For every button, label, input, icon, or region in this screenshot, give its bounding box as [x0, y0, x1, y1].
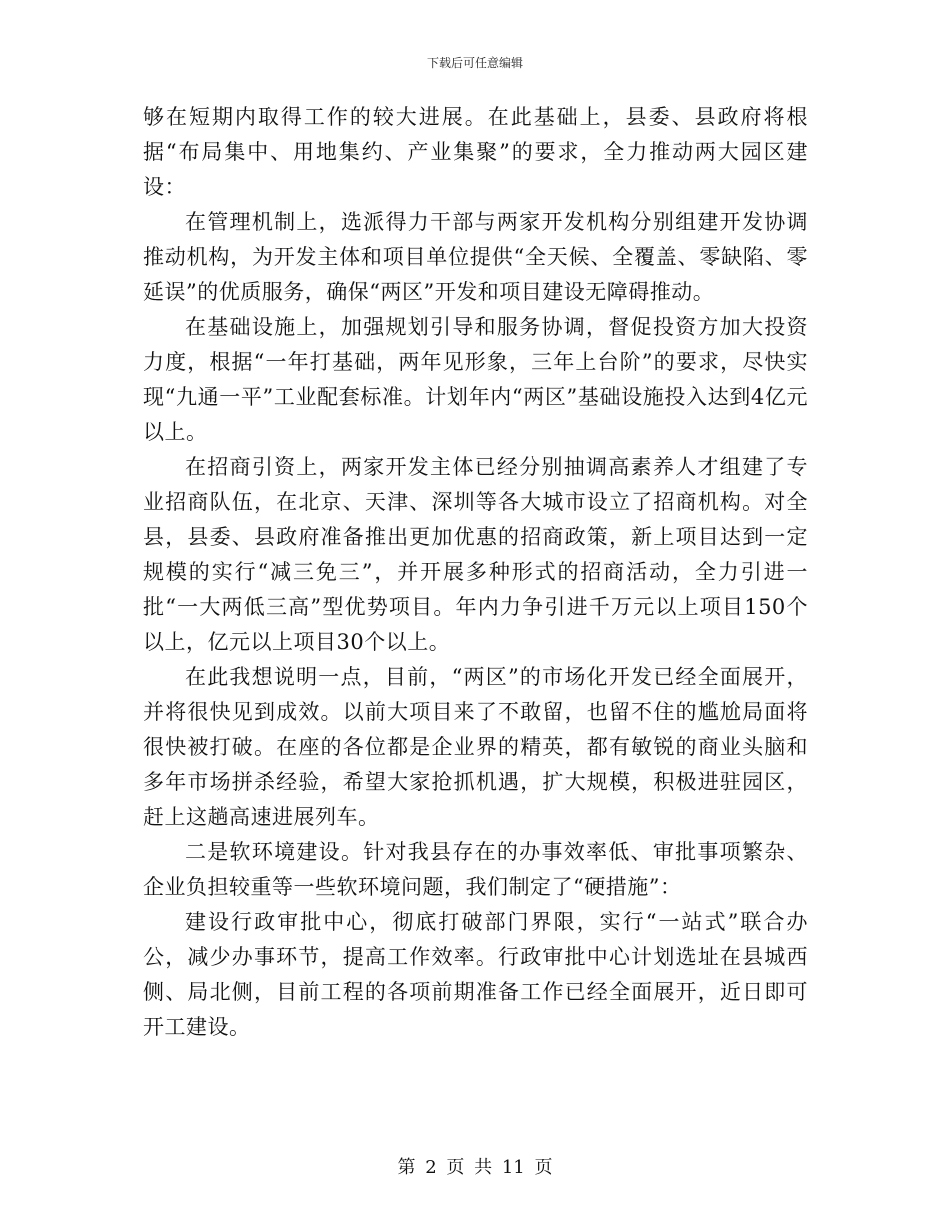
paragraph-explanation: 在此我想说明一点，目前，“两区”的市场化开发已经全面展开，并将很快见到成效。以前大项目来了不敢留，也留不住的尴尬局面将很快被打破。在座的各位都是企业界的精英，都有敏锐的商业头脑和多年市场拼杀经验，希望大家抢抓机遇，扩大规模，积极进驻园区，赶上这趟高速进展列车。 — [143, 665, 808, 829]
paragraph-continuation: 够在短期内取得工作的较大进展。在此基础上，县委、县政府将根据“布局集中、用地集约、产业集聚”的要求，全力推动两大园区建设： — [143, 105, 808, 199]
paragraph-management: 在管理机制上，选派得力干部与两家开发机构分别组建开发协调推动机构，为开发主体和项目单位提供“全天候、全覆盖、零缺陷、零延误”的优质服务，确保“两区”开发和项目建设无障碍推动。 — [143, 210, 808, 304]
document-body — [143, 100, 808, 1045]
page-number: 第 2 页 共 11 页 — [397, 1157, 553, 1178]
paragraph-soft-environment: 二是软环境建设。针对我县存在的办事效率低、审批事项繁杂、企业负担较重等一些软环境问题，我们制定了“硬措施”： — [143, 840, 808, 899]
paragraph-investment: 在招商引资上，两家开发主体已经分别抽调高素养人才组建了专业招商队伍，在北京、天津、深圳等各大城市设立了招商机构。对全县，县委、县政府准备推出更加优惠的招商政策，新上项目达到一定规模的实行“减三免三”，并开展多种形式的招商活动，全力引进一批“一大两低三高”型优势项目。年内力争引进千万元以上项目150个以上，亿元以上项目30个以上。 — [143, 455, 808, 654]
paragraph-approval-center: 建设行政审批中心，彻底打破部门界限，实行“一站式”联合办公，减少办事环节，提高工作效率。行政审批中心计划选址在县城西侧、局北侧，目前工程的各项前期准备工作已经全面展开，近日即可开工建设。 — [143, 910, 808, 1039]
paragraph-infrastructure: 在基础设施上，加强规划引导和服务协调，督促投资方加大投资力度，根据“一年打基础，两年见形象，三年上台阶”的要求，尽快实现“九通一平”工业配套标准。计划年内“两区”基础设施投入达到4亿元以上。 — [143, 315, 808, 444]
page-header: 下载后可任意编辑 — [426, 56, 523, 70]
